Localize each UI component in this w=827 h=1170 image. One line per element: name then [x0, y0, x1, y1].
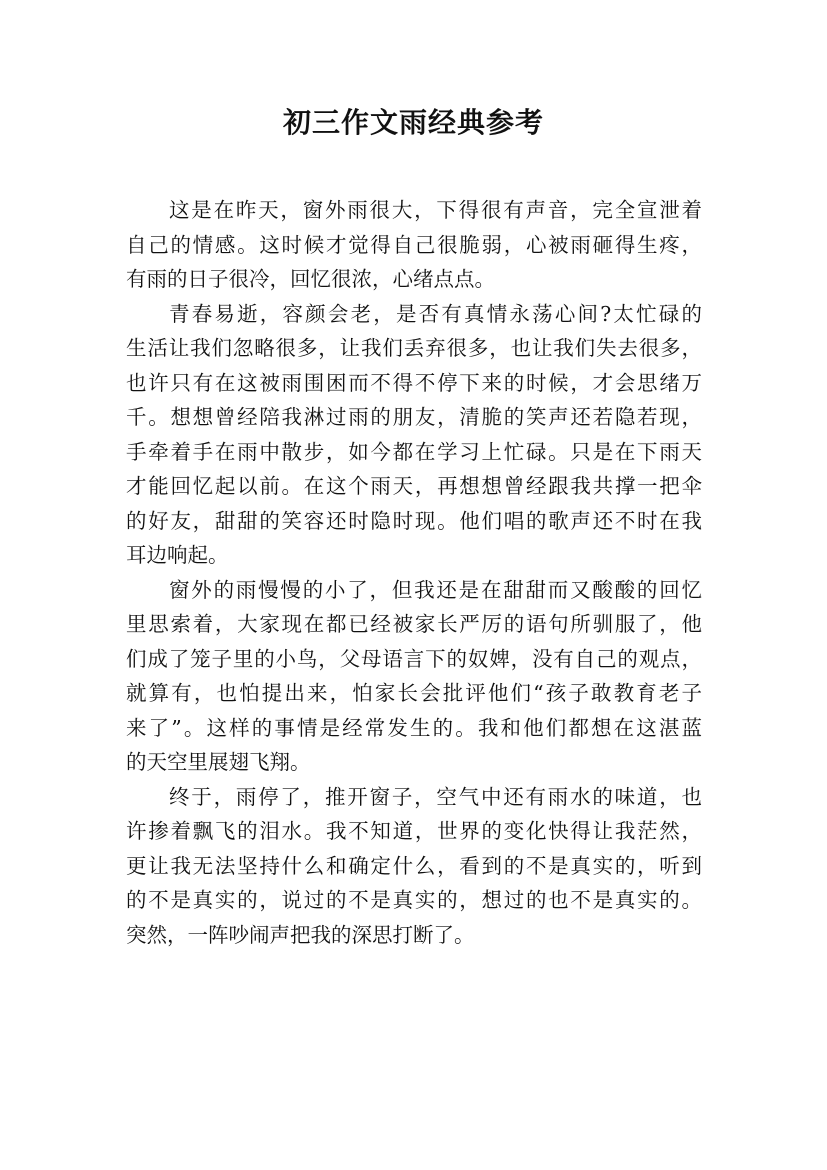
paragraph-1	[126, 193, 702, 297]
page-title: 初三作文雨经典参考	[282, 106, 544, 139]
text-line: 就算有，也怕提出来，怕家长会批评他们“孩子敢教育老子	[126, 681, 702, 705]
article-body	[126, 193, 702, 952]
text-line: 终于，雨停了，推开窗子，空气中还有雨水的味道，也	[169, 784, 702, 809]
text-line: 这是在昨天，窗外雨很大，下得很有声音，完全宣泄着	[169, 198, 702, 222]
text-line: 们成了笼子里的小鸟，父母语言下的奴婢，没有自己的观点，	[126, 646, 702, 671]
text-line: 来了”。这样的事情是经常发生的。我和他们都想在这湛蓝	[126, 715, 702, 740]
text-line: 千。想想曾经陪我淋过雨的朋友，清脆的笑声还若隐若现，	[126, 405, 702, 429]
text-line: 窗外的雨慢慢的小了，但我还是在甜甜而又酸酸的回忆	[169, 577, 702, 602]
paragraph-3	[126, 573, 702, 780]
text-line: 青春易逝，容颜会老，是否有真情永荡心间?太忙碌的	[169, 301, 702, 326]
paragraph-2	[126, 297, 702, 573]
text-line: 的不是真实的，说过的不是真实的，想过的也不是真实的。	[126, 888, 702, 912]
text-line: 更让我无法坚持什么和确定什么，看到的不是真实的，听到	[126, 853, 702, 878]
text-line: 的好友，甜甜的笑容还时隐时现。他们唱的歌声还不时在我	[126, 508, 702, 533]
text-line: 许掺着飘飞的泪水。我不知道，世界的变化快得让我茫然，	[126, 819, 702, 843]
text-line: 自己的情感。这时候才觉得自己很脆弱，心被雨砸得生疼，	[126, 232, 702, 257]
paragraph-4	[126, 780, 702, 953]
text-line: 生活让我们忽略很多，让我们丢弃很多，也让我们失去很多，	[126, 336, 702, 360]
text-line: 也许只有在这被雨围困而不得不停下来的时候，才会思绪万	[126, 370, 702, 395]
text-line: 里思索着，大家现在都已经被家长严厉的语句所驯服了，他	[126, 612, 702, 636]
text-line: 才能回忆起以前。在这个雨天，再想想曾经跟我共撑一把伞	[126, 474, 702, 498]
text-line: 的天空里展翅飞翔。	[126, 750, 311, 774]
text-line: 手牵着手在雨中散步，如今都在学习上忙碌。只是在下雨天	[126, 439, 702, 464]
text-line: 突然，一阵吵闹声把我的深思打断了。	[126, 922, 475, 947]
text-line: 耳边响起。	[126, 543, 229, 567]
text-line: 有雨的日子很冷，回忆很浓，心绪点点。	[126, 267, 495, 291]
